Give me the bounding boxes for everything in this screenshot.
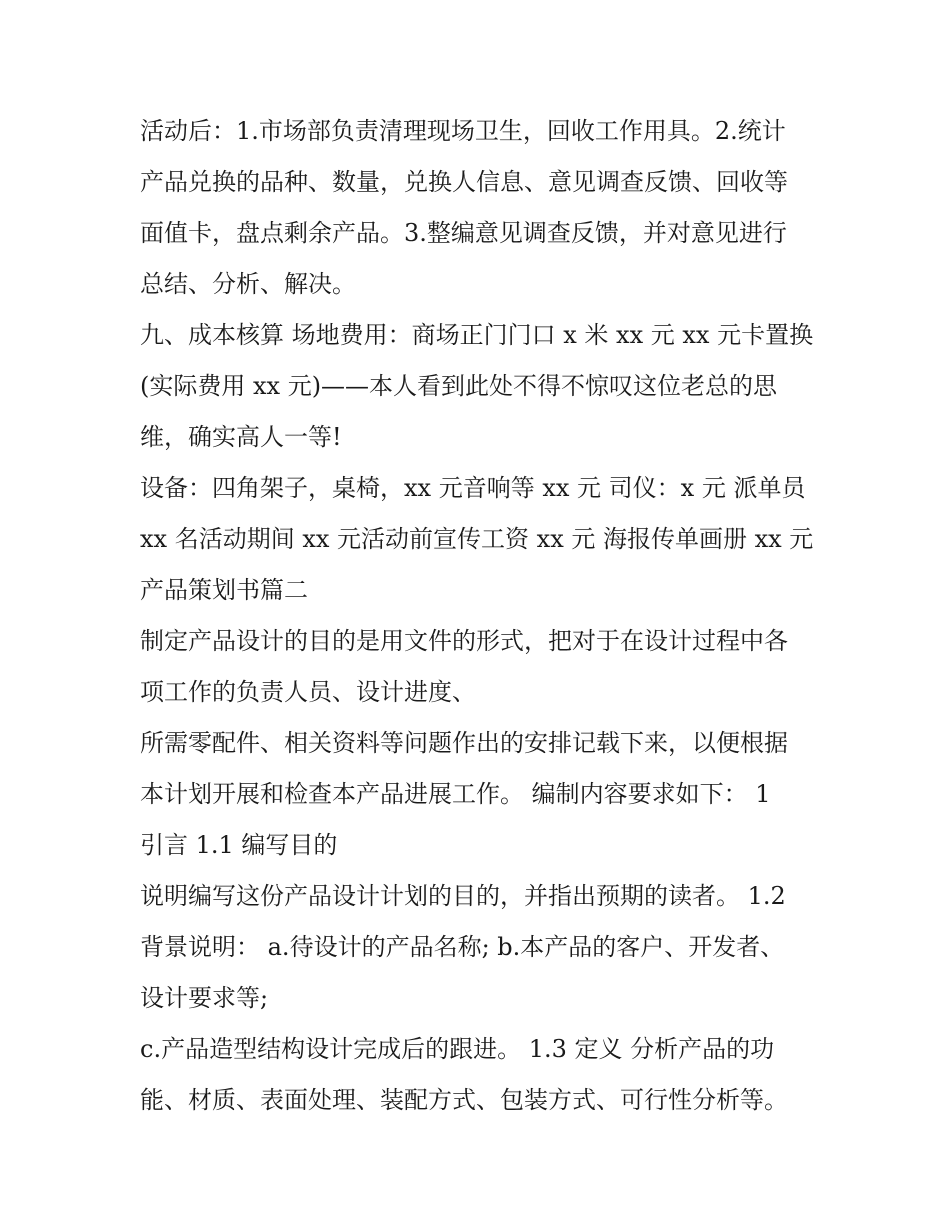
text-line: 所需零配件、相关资料等问题作出的安排记载下来，以便根据 bbox=[140, 729, 788, 757]
text-line: 本计划开展和检查本产品进展工作。 编制内容要求如下： 1 bbox=[140, 780, 771, 808]
text-line: 设计要求等; bbox=[140, 984, 269, 1012]
text-line: 能、材质、表面处理、装配方式、包装方式、可行性分析等。 bbox=[140, 1086, 788, 1114]
text-line: 维，确实高人一等! bbox=[140, 423, 342, 451]
text-line: 说明编写这份产品设计计划的目的，并指出预期的读者。 1.2 bbox=[140, 882, 786, 910]
text-line: 九、成本核算 场地费用：商场正门门口 x 米 xx 元 xx 元卡置换 bbox=[140, 321, 814, 349]
document-body bbox=[140, 106, 830, 1126]
text-line: xx 名活动期间 xx 元活动前宣传工资 xx 元 海报传单画册 xx 元 bbox=[140, 525, 814, 553]
text-line: 总结、分析、解决。 bbox=[140, 270, 356, 298]
text-line: (实际费用 xx 元)——本人看到此处不得不惊叹这位老总的思 bbox=[140, 372, 778, 400]
section-heading: 产品策划书篇二 bbox=[140, 576, 308, 604]
text-line: 背景说明： a.待设计的产品名称; b.本产品的客户、开发者、 bbox=[140, 933, 785, 961]
text-line: 制定产品设计的目的是用文件的形式，把对于在设计过程中各 bbox=[140, 627, 788, 655]
text-line: 活动后：1.市场部负责清理现场卫生，回收工作用具。2.统计 bbox=[140, 117, 786, 145]
text-line: 引言 1.1 编写目的 bbox=[140, 831, 338, 859]
text-line: 面值卡，盘点剩余产品。3.整编意见调查反馈，并对意见进行 bbox=[140, 219, 787, 247]
text-line: 产品兑换的品种、数量，兑换人信息、意见调查反馈、回收等 bbox=[140, 168, 788, 196]
text-line: 项工作的负责人员、设计进度、 bbox=[140, 678, 476, 706]
text-line: 设备：四角架子，桌椅，xx 元音响等 xx 元 司仪：x 元 派单员 bbox=[140, 474, 806, 502]
text-line: c.产品造型结构设计完成后的跟进。 1.3 定义 分析产品的功 bbox=[140, 1035, 775, 1063]
